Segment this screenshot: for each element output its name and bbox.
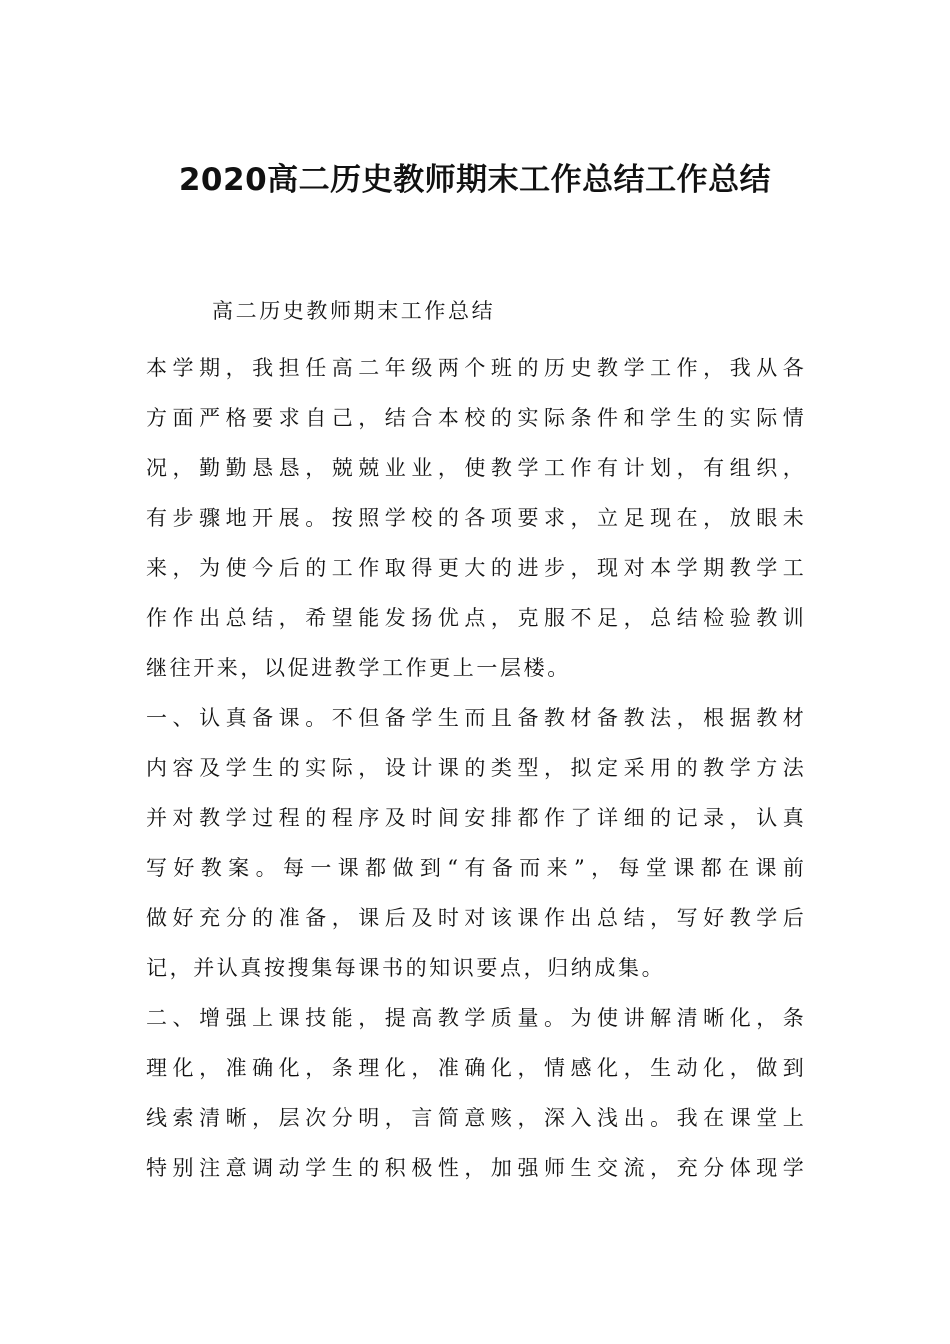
body-line: 做 好 充 分 的 准 备 ， 课 后 及 时 对 该 课 作 出 总 结 ， 写 好 教 学 后	[146, 906, 804, 930]
body-line: 有 步 骤 地 开 展 。 按 照 学 校 的 各 项 要 求 ， 立 足 现 在 ， 放 眼 未	[146, 506, 804, 530]
document-body	[146, 343, 804, 1193]
body-line: 一 、 认 真 备 课 。 不 但 备 学 生 而 且 备 教 材 备 教 法 ， 根 据 教 材	[146, 706, 804, 730]
body-line: 继往开来，以促进教学工作更上一层楼。	[146, 656, 571, 680]
body-line: 线 索 清 晰 ， 层 次 分 明 ， 言 简 意 赅 ， 深 入 浅 出 。 我 在 课 堂 上	[146, 1106, 804, 1130]
body-line: 来 ， 为 使 今 后 的 工 作 取 得 更 大 的 进 步 ， 现 对 本 学 期 教 学 工	[146, 556, 804, 580]
body-line: 内 容 及 学 生 的 实 际 ， 设 计 课 的 类 型 ， 拟 定 采 用 的 教 学 方 法	[146, 756, 804, 780]
document-subtitle: 高二历史教师期末工作总结	[212, 299, 496, 323]
body-line: 记，并认真按搜集每课书的知识要点，归纳成集。	[146, 956, 666, 980]
body-line: 况 ， 勤 勤 恳 恳 ， 兢 兢 业 业 ， 使 教 学 工 作 有 计 划 ， 有 组 织 ，	[146, 456, 804, 480]
body-line: 写 好 教 案 。 每 一 课 都 做 到 “ 有 备 而 来 ” ， 每 堂 课 都 在 课 前	[146, 856, 804, 880]
body-line: 作 作 出 总 结 ， 希 望 能 发 扬 优 点 ， 克 服 不 足 ， 总 结 检 验 教 训	[146, 606, 804, 630]
body-line: 特 别 注 意 调 动 学 生 的 积 极 性 ， 加 强 师 生 交 流 ， 充 分 体 现 学	[146, 1156, 804, 1180]
body-line: 理 化 ， 准 确 化 ， 条 理 化 ， 准 确 化 ， 情 感 化 ， 生 动 化 ， 做 到	[146, 1056, 804, 1080]
body-line: 二 、 增 强 上 课 技 能 ， 提 高 教 学 质 量 。 为 使 讲 解 清 晰 化 ， 条	[146, 1006, 804, 1030]
body-line: 方 面 严 格 要 求 自 己 ， 结 合 本 校 的 实 际 条 件 和 学 生 的 实 际 情	[146, 406, 804, 430]
document-title: 2020高二历史教师期末工作总结工作总结	[178, 162, 772, 198]
body-line: 并 对 教 学 过 程 的 程 序 及 时 间 安 排 都 作 了 详 细 的 记 录 ， 认 真	[146, 806, 804, 830]
body-line: 本 学 期 ， 我 担 任 高 二 年 级 两 个 班 的 历 史 教 学 工 作 ， 我 从 各	[146, 356, 804, 380]
